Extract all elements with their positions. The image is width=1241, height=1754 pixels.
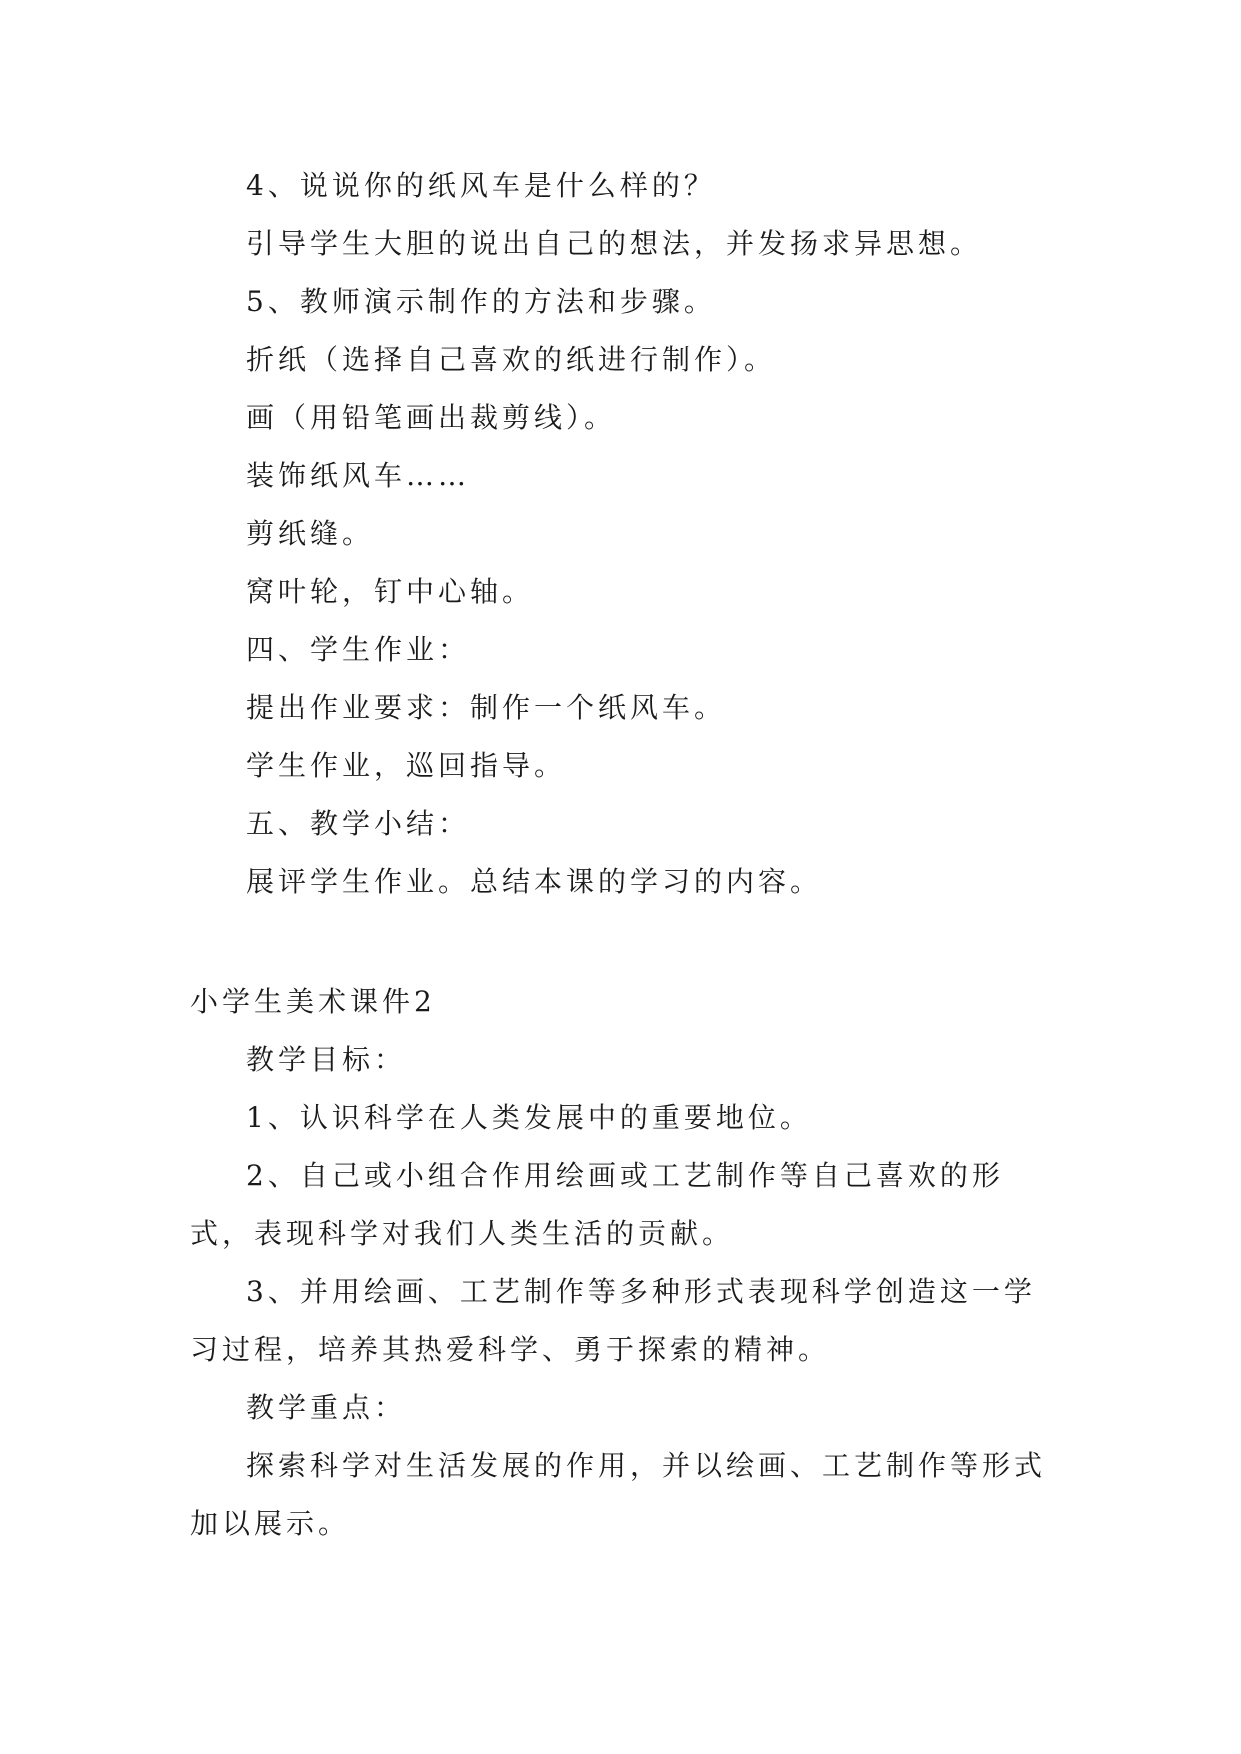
- paragraph: 教学目标：: [246, 1043, 407, 1076]
- paragraph: 五、教学小结：: [246, 807, 471, 840]
- paragraph: 5、教师演示制作的方法和步骤。: [246, 285, 716, 318]
- paragraph: 2、自己或小组合作用绘画或工艺制作等自己喜欢的形式，表现科学对我们人类生活的贡献。: [190, 1159, 1004, 1250]
- paragraph: 折纸（选择自己喜欢的纸进行制作）。: [246, 343, 777, 376]
- paragraph: 引导学生大胆的说出自己的想法，并发扬求异思想。: [246, 227, 983, 260]
- paragraph: 4、说说你的纸风车是什么样的？: [246, 169, 716, 202]
- paragraph: 1、认识科学在人类发展中的重要地位。: [246, 1101, 812, 1134]
- paragraph: 3、并用绘画、工艺制作等多种形式表现科学创造这一学习过程，培养其热爱科学、勇于探索的精神。: [190, 1275, 1036, 1366]
- paragraph: 四、学生作业：: [246, 633, 471, 666]
- paragraph: 学生作业，巡回指导。: [246, 749, 567, 782]
- paragraph: 窝叶轮，钉中心轴。: [246, 575, 535, 608]
- paragraph: 提出作业要求：制作一个纸风车。: [246, 691, 727, 724]
- paragraph: 展评学生作业。总结本课的学习的内容。: [246, 865, 823, 898]
- lesson-2-section: [190, 973, 1050, 1553]
- paragraph: 教学重点：: [246, 1391, 407, 1424]
- paragraph: 装饰纸风车……: [246, 459, 471, 492]
- section-title: 小学生美术课件2: [190, 985, 436, 1018]
- paragraph: 画（用铅笔画出裁剪线）。: [246, 401, 617, 434]
- paragraph: 剪纸缝。: [246, 517, 375, 550]
- paragraph: 探索科学对生活发展的作用，并以绘画、工艺制作等形式加以展示。: [190, 1449, 1047, 1540]
- lesson-steps-section: [190, 157, 1050, 911]
